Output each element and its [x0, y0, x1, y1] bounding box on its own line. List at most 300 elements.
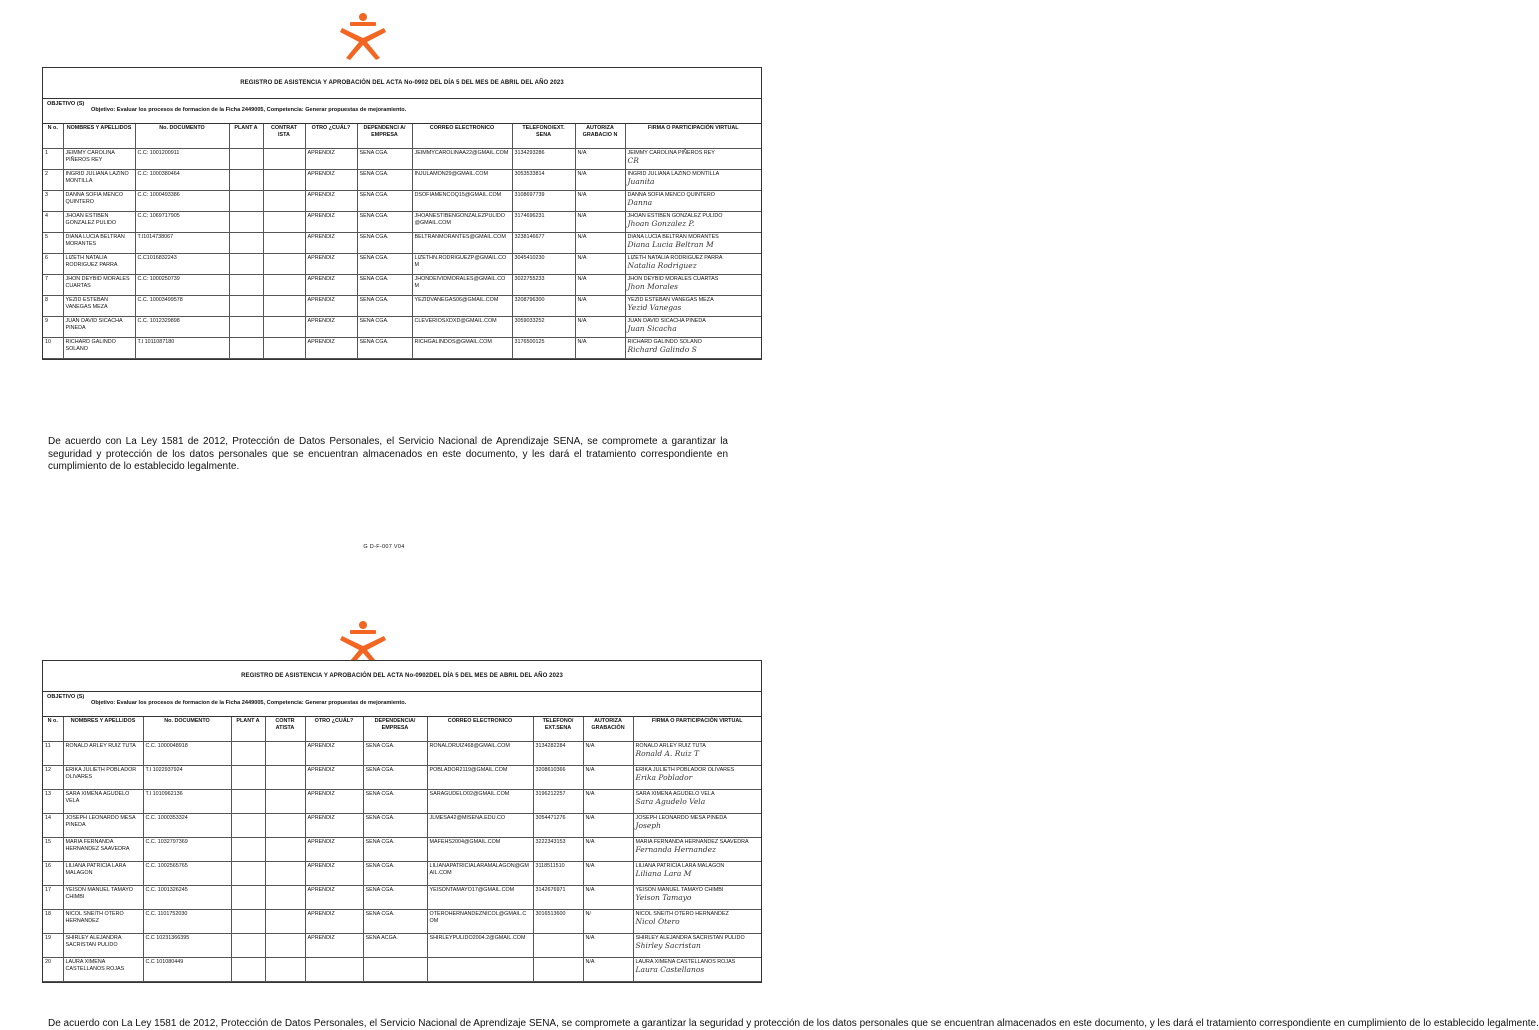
- objective-row: [43, 99, 761, 124]
- cell-telefono: 3208610366: [533, 766, 583, 790]
- cell-otro: APRENDIZ: [305, 254, 357, 275]
- cell-autoriza: N/A: [583, 790, 633, 814]
- handwritten-signature: Fernanda Hernandez: [635, 844, 716, 854]
- cell-telefono: 3053533814: [512, 170, 575, 191]
- table-row: [43, 254, 761, 275]
- cell-signature: [633, 910, 761, 934]
- cell-planta: [231, 790, 265, 814]
- cell-signature: [625, 191, 761, 212]
- handwritten-signature: Shirley Sacristan: [635, 940, 701, 950]
- cell-planta: [231, 958, 265, 982]
- cell-otro: APRENDIZ: [305, 212, 357, 233]
- column-header: PLANT A: [229, 124, 263, 149]
- cell-number: 5: [43, 233, 63, 254]
- cell-signature: [633, 886, 761, 910]
- cell-dependencia: SENA CGA.: [363, 862, 427, 886]
- cell-name: YEISON MANUEL TAMAYO CHIMBI: [63, 886, 143, 910]
- form-code: G D-F-007 V04: [363, 544, 405, 550]
- cell-planta: [229, 338, 263, 359]
- cell-document: C.C: 1000250739: [135, 275, 229, 296]
- cell-email: LIZETHN.RODRIGUEZP@GMAIL.COM: [412, 254, 512, 275]
- cell-contratista: [265, 862, 305, 886]
- table-row: [43, 170, 761, 191]
- cell-name: LAURA XIMENA CASTELLANOS ROJAS: [63, 958, 143, 982]
- cell-number: 12: [43, 766, 63, 790]
- cell-name: MARIA FERNANDA HERNANDEZ SAAVEDRA: [63, 838, 143, 862]
- table-row: [43, 275, 761, 296]
- cell-telefono: 3118511510: [533, 862, 583, 886]
- cell-autoriza: N/A: [583, 862, 633, 886]
- cell-telefono: 3174696231: [512, 212, 575, 233]
- cell-dependencia: SENA CGA.: [357, 296, 412, 317]
- cell-dependencia: SENA CGA.: [363, 742, 427, 766]
- table-row: [43, 934, 761, 958]
- cell-autoriza: N/A: [575, 191, 625, 212]
- cell-otro: APRENDIZ: [305, 338, 357, 359]
- signature-printed-name: LIZETH NATALIA RODRIGUEZ PARRA: [627, 255, 723, 261]
- attendance-table: [43, 717, 761, 982]
- cell-telefono: 3016513600: [533, 910, 583, 934]
- cell-name: NICOL SNEITH OTERO HERNANDEZ: [63, 910, 143, 934]
- cell-email: OTEROHERNANDEZNICOL@GMAIL.COM: [427, 910, 533, 934]
- cell-number: 16: [43, 862, 63, 886]
- cell-email: JLMESA42@MISENA.EDU.CO: [427, 814, 533, 838]
- cell-planta: [231, 742, 265, 766]
- cell-otro: APRENDIZ: [305, 934, 363, 958]
- cell-telefono: 3134282284: [533, 742, 583, 766]
- cell-signature: [625, 275, 761, 296]
- cell-contratista: [265, 766, 305, 790]
- cell-otro: APRENDIZ: [305, 790, 363, 814]
- column-header: AUTORIZA GRABACIO N: [575, 124, 625, 149]
- cell-document: C.C: 1000380464: [135, 170, 229, 191]
- cell-contratista: [263, 170, 305, 191]
- cell-signature: [633, 766, 761, 790]
- cell-email: SARAGUDELO02@GMAIL.COM: [427, 790, 533, 814]
- cell-dependencia: SENA CGA.: [357, 338, 412, 359]
- table-body: [43, 149, 761, 359]
- table-row: [43, 958, 761, 982]
- cell-otro: APRENDIZ: [305, 886, 363, 910]
- cell-dependencia: SENA CGA.: [363, 910, 427, 934]
- column-header: OTRO ¿CUÁL?: [305, 717, 363, 742]
- cell-contratista: [263, 191, 305, 212]
- cell-otro: APRENDIZ: [305, 275, 357, 296]
- cell-email: POBLADOR2119@GMAIL.COM: [427, 766, 533, 790]
- cell-contratista: [263, 296, 305, 317]
- cell-contratista: [263, 338, 305, 359]
- cell-email: BELTRANMORANTES@GMAIL.COM: [412, 233, 512, 254]
- cell-otro: APRENDIZ: [305, 170, 357, 191]
- column-header: CONTRAT ISTA: [263, 124, 305, 149]
- cell-email: CLEVERIOSXDXD@GMAIL.COM: [412, 317, 512, 338]
- table-row: [43, 212, 761, 233]
- cell-signature: [633, 814, 761, 838]
- handwritten-signature: Jhon Morales: [627, 281, 679, 291]
- signature-printed-name: JHON DEYBID MORALES CUARTAS: [627, 276, 719, 282]
- signature-printed-name: SARA XIMENA AGUDELO VELA: [635, 791, 715, 797]
- sheet-title: REGISTRO DE ASISTENCIA Y APROBACIÓN DEL ACTA No-0902DEL DÍA 5 DEL MES DE ABRIL DEL AÑO 2023: [43, 661, 761, 692]
- signature-printed-name: NICOL SNEITH OTERO HERNANDEZ: [635, 911, 729, 917]
- cell-dependencia: SENA CGA.: [357, 275, 412, 296]
- cell-document: C.C. 1012329898: [135, 317, 229, 338]
- cell-document: C.C. 1101752030: [143, 910, 231, 934]
- cell-autoriza: N/A: [575, 338, 625, 359]
- cell-planta: [231, 934, 265, 958]
- handwritten-signature: CR: [627, 155, 639, 165]
- cell-otro: APRENDIZ: [305, 814, 363, 838]
- column-header: N o.: [43, 717, 63, 742]
- cell-signature: [625, 149, 761, 170]
- table-row: [43, 191, 761, 212]
- column-header: OTRO ¿CUÁL?: [305, 124, 357, 149]
- cell-autoriza: N/A: [583, 814, 633, 838]
- cell-number: 19: [43, 934, 63, 958]
- attendance-page-2: [0, 610, 1539, 1029]
- cell-document: C.C 101080449: [143, 958, 231, 982]
- handwritten-signature: Sara Agudelo Vela: [635, 796, 706, 806]
- cell-contratista: [265, 742, 305, 766]
- column-header: PLANT A: [231, 717, 265, 742]
- cell-autoriza: N/A: [575, 296, 625, 317]
- cell-document: C.C: 1001200911: [135, 149, 229, 170]
- cell-contratista: [263, 254, 305, 275]
- sheet-title: REGISTRO DE ASISTENCIA Y APROBACIÓN DEL ACTA No-0902 DEL DÍA 5 DEL MES DE ABRIL DEL AÑO 2023: [43, 68, 761, 99]
- cell-number: 1: [43, 149, 63, 170]
- cell-planta: [229, 149, 263, 170]
- cell-document: C.C. 1001326245: [143, 886, 231, 910]
- cell-planta: [231, 814, 265, 838]
- signature-printed-name: SHIRLEY ALEJANDRA SACRISTAN PULIDO: [635, 935, 745, 941]
- cell-autoriza: N/A: [575, 212, 625, 233]
- cell-signature: [633, 742, 761, 766]
- handwritten-signature: Richard Galindo S: [627, 344, 697, 354]
- column-header: AUTORIZA GRABACIÓN: [583, 717, 633, 742]
- cell-name: RONALD ARLEY RUIZ TUTA: [63, 742, 143, 766]
- column-header: TELEFONO/ EXT.SENA: [533, 717, 583, 742]
- cell-signature: [625, 233, 761, 254]
- signature-printed-name: MARIA FERNANDA HERNANDEZ SAAVEDRA: [635, 839, 749, 845]
- cell-number: 20: [43, 958, 63, 982]
- objective-text: Objetivo: Evaluar los procesos de formacion de la Ficha 2449005, Competencia: Generar propuestas de mejoramiento.: [91, 700, 407, 706]
- column-header: CONTR ATISTA: [265, 717, 305, 742]
- cell-signature: [625, 338, 761, 359]
- table-row: [43, 862, 761, 886]
- table-row: [43, 233, 761, 254]
- column-header: FIRMA O PARTICIPACIÓN VIRTUAL: [633, 717, 761, 742]
- cell-telefono: 3208796300: [512, 296, 575, 317]
- cell-telefono: 3022755233: [512, 275, 575, 296]
- table-row: [43, 766, 761, 790]
- handwritten-signature: Diana Lucia Beltran M: [627, 239, 714, 249]
- cell-contratista: [263, 317, 305, 338]
- table-row: [43, 814, 761, 838]
- cell-autoriza: N/A: [575, 170, 625, 191]
- cell-otro: APRENDIZ: [305, 742, 363, 766]
- cell-planta: [229, 191, 263, 212]
- cell-autoriza: N/A: [583, 886, 633, 910]
- cell-document: T.I 1022937924: [143, 766, 231, 790]
- cell-name: SARA XIMENA AGUDELO VELA: [63, 790, 143, 814]
- cell-planta: [229, 296, 263, 317]
- cell-autoriza: N/A: [583, 766, 633, 790]
- cell-email: SHIRLEYPULIDO2004.2@GMAIL.COM: [427, 934, 533, 958]
- signature-printed-name: RONALD ARLEY RUIZ TUTA: [635, 743, 706, 749]
- sena-logo-graphic: [332, 12, 394, 62]
- cell-name: YEZID ESTEBAN VANEGAS MEZA: [63, 296, 135, 317]
- cell-planta: [231, 862, 265, 886]
- cell-planta: [229, 275, 263, 296]
- cell-document: C.C. 1032797369: [143, 838, 231, 862]
- column-header: CORREO ELECTRONICO: [412, 124, 512, 149]
- cell-dependencia: SENA CGA.: [363, 838, 427, 862]
- column-header: TELEFONO/EXT. SENA: [512, 124, 575, 149]
- cell-planta: [229, 317, 263, 338]
- cell-name: JEIMMY CAROLINA PIÑEROS REY: [63, 149, 135, 170]
- cell-signature: [625, 317, 761, 338]
- attendance-page-1: [0, 0, 768, 560]
- cell-autoriza: N/A: [575, 317, 625, 338]
- cell-planta: [229, 170, 263, 191]
- signature-printed-name: JEIMMY CAROLINA PIÑEROS REY: [627, 150, 715, 156]
- handwritten-signature: Liliana Lara M: [635, 868, 692, 878]
- cell-dependencia: SENA CGA.: [357, 149, 412, 170]
- cell-document: T.I1014738067: [135, 233, 229, 254]
- cell-document: C.C1016832243: [135, 254, 229, 275]
- cell-email: MAFEHS2004@GMAIL.COM: [427, 838, 533, 862]
- cell-dependencia: SENA CGA.: [357, 212, 412, 233]
- cell-signature: [633, 790, 761, 814]
- signature-printed-name: ERIKA JULIETH POBLADOR OLIVARES: [635, 767, 735, 773]
- cell-name: DANNA SOFIA MENCO QUINTERO: [63, 191, 135, 212]
- column-header: No. DOCUMENTO: [143, 717, 231, 742]
- column-header: FIRMA O PARTICIPACIÓN VIRTUAL: [625, 124, 761, 149]
- signature-printed-name: INGRID JULIANA LAZINO MONTILLA: [627, 171, 720, 177]
- cell-name: ERIKA JULIETH POBLADOR OLIVARES: [63, 766, 143, 790]
- table-row: [43, 742, 761, 766]
- cell-number: 10: [43, 338, 63, 359]
- cell-email: DSOFIAMENCOQ15@GMAIL.COM: [412, 191, 512, 212]
- objective-row: [43, 692, 761, 717]
- cell-email: JHOANESTIBENGONZALEZPULIDO@GMAIL.COM: [412, 212, 512, 233]
- objective-text: Objetivo: Evaluar los procesos de formacion de la Ficha 2449005, Competencia: Generar propuestas de mejoramiento.: [91, 107, 407, 113]
- cell-number: 9: [43, 317, 63, 338]
- table-row: [43, 838, 761, 862]
- cell-dependencia: SENA CGA.: [357, 254, 412, 275]
- cell-dependencia: SENA CGA.: [357, 233, 412, 254]
- cell-name: JHOAN ESTIBEN GONZALEZ PULIDO: [63, 212, 135, 233]
- objective-label: OBJETIVO (S): [47, 101, 85, 107]
- cell-telefono: 3142676971: [533, 886, 583, 910]
- cell-otro: APRENDIZ: [305, 838, 363, 862]
- column-header: CORREO ELECTRONICO: [427, 717, 533, 742]
- cell-number: 15: [43, 838, 63, 862]
- cell-dependencia: SENA CGA.: [357, 191, 412, 212]
- cell-telefono: 3054471276: [533, 814, 583, 838]
- table-row: [43, 886, 761, 910]
- cell-contratista: [263, 233, 305, 254]
- signature-printed-name: JHOAN ESTIBEN GONZALEZ PULIDO: [627, 213, 723, 219]
- handwritten-signature: Danna: [627, 197, 653, 207]
- column-header: No. DOCUMENTO: [135, 124, 229, 149]
- cell-dependencia: SENA CGA.: [357, 170, 412, 191]
- cell-otro: [305, 958, 363, 982]
- cell-name: JHON DEYBID MORALES CUARTAS: [63, 275, 135, 296]
- cell-planta: [229, 254, 263, 275]
- cell-signature: [625, 170, 761, 191]
- cell-otro: APRENDIZ: [305, 191, 357, 212]
- column-header: DEPENDENCIA/ EMPRESA: [363, 717, 427, 742]
- table-row: [43, 149, 761, 170]
- cell-signature: [633, 862, 761, 886]
- cell-dependencia: SENA ACGA.: [363, 934, 427, 958]
- cell-autoriza: N/A: [583, 742, 633, 766]
- cell-name: JOSEPH LEONARDO MESA PINEDA: [63, 814, 143, 838]
- cell-email: JEIMMYCAROLINAA22@GMAIL.COM: [412, 149, 512, 170]
- cell-email: [427, 958, 533, 982]
- cell-document: C.C. 1000353324: [143, 814, 231, 838]
- cell-dependencia: SENA CGA.: [363, 814, 427, 838]
- column-header: NOMBRES Y APELLIDOS: [63, 124, 135, 149]
- cell-document: C.C. 1000048918: [143, 742, 231, 766]
- cell-autoriza: N/A: [575, 254, 625, 275]
- handwritten-signature: Yezid Vanegas: [627, 302, 682, 312]
- cell-signature: [625, 212, 761, 233]
- cell-planta: [231, 838, 265, 862]
- table-header-row: [43, 717, 761, 742]
- table-body: [43, 742, 761, 982]
- cell-document: T.I 1010962136: [143, 790, 231, 814]
- cell-email: YEZIDVANEGAS06@GMAIL.COM: [412, 296, 512, 317]
- cell-number: 17: [43, 886, 63, 910]
- cell-telefono: [533, 958, 583, 982]
- cell-telefono: [533, 934, 583, 958]
- cell-telefono: 3196212257: [533, 790, 583, 814]
- cell-dependencia: SENA CGA.: [363, 790, 427, 814]
- handwritten-signature: Laura Castellanos: [635, 964, 705, 974]
- cell-otro: APRENDIZ: [305, 149, 357, 170]
- cell-email: RICHGALINDOS@GMAIL.COM: [412, 338, 512, 359]
- cell-number: 13: [43, 790, 63, 814]
- cell-autoriza: N/A: [583, 838, 633, 862]
- cell-autoriza: N/A: [575, 149, 625, 170]
- handwritten-signature: Juan Sicacha: [627, 323, 677, 333]
- cell-document: T.I 1011087180: [135, 338, 229, 359]
- handwritten-signature: Natalia Rodriguez: [627, 260, 697, 270]
- handwritten-signature: Ronald A. Ruiz T: [635, 748, 699, 758]
- cell-contratista: [265, 958, 305, 982]
- attendance-sheet: [42, 67, 762, 360]
- cell-number: 6: [43, 254, 63, 275]
- signature-printed-name: LAURA XIMENA CASTELLANOS ROJAS: [635, 959, 736, 965]
- cell-telefono: 3238146677: [512, 233, 575, 254]
- cell-email: INJULAMON29@GMAIL.COM: [412, 170, 512, 191]
- cell-name: DIANA LUCIA BELTRAN MORANTES: [63, 233, 135, 254]
- attendance-sheet: [42, 660, 762, 983]
- cell-planta: [229, 212, 263, 233]
- cell-number: 4: [43, 212, 63, 233]
- cell-document: C.C: 1000493386: [135, 191, 229, 212]
- cell-planta: [231, 910, 265, 934]
- cell-email: LILIANAPATRICIALARAMALAGON@GMAIL.COM: [427, 862, 533, 886]
- handwritten-signature: Nicol Otero: [635, 916, 680, 926]
- cell-autoriza: N/A: [583, 958, 633, 982]
- cell-name: RICHARD GALINDO SOLANO: [63, 338, 135, 359]
- cell-otro: APRENDIZ: [305, 766, 363, 790]
- column-header: N o.: [43, 124, 63, 149]
- cell-autoriza: N/A: [583, 934, 633, 958]
- table-row: [43, 317, 761, 338]
- cell-signature: [625, 296, 761, 317]
- handwritten-signature: Yeison Tamayo: [635, 892, 692, 902]
- cell-dependencia: SENA CGA.: [363, 766, 427, 790]
- cell-name: LILIANA PATRICIA LARA MALAGON: [63, 862, 143, 886]
- column-header: DEPENDENCI A/ EMPRESA: [357, 124, 412, 149]
- cell-signature: [633, 958, 761, 982]
- cell-number: 11: [43, 742, 63, 766]
- cell-contratista: [265, 790, 305, 814]
- legal-notice: De acuerdo con La Ley 1581 de 2012, Protección de Datos Personales, el Servicio Nacional de Aprendizaje SENA, se compromete a garantizar la seguridad y protección de los datos personales que se encuentran almacenados en este documento, y les dará el tratamiento correspondiente en cumplimiento de lo establecido legalmente.: [48, 1018, 1539, 1029]
- cell-signature: [633, 838, 761, 862]
- legal-notice: De acuerdo con La Ley 1581 de 2012, Protección de Datos Personales, el Servicio Nacional de Aprendizaje SENA, se compromete a garantizar la seguridad y protección de los datos personales que se encuentran almacenados en este documento, y les dará el tratamiento correspondiente en cumplimiento de lo establecido legalmente.: [48, 436, 728, 473]
- cell-otro: APRENDIZ: [305, 317, 357, 338]
- cell-number: 7: [43, 275, 63, 296]
- cell-contratista: [265, 814, 305, 838]
- cell-planta: [231, 766, 265, 790]
- cell-document: C.C: 1069717905: [135, 212, 229, 233]
- signature-printed-name: YEZID ESTEBAN VANEGAS MEZA: [627, 297, 714, 303]
- column-header: NOMBRES Y APELLIDOS: [63, 717, 143, 742]
- cell-planta: [231, 886, 265, 910]
- cell-document: C.C. 10003499578: [135, 296, 229, 317]
- handwritten-signature: Juanita: [627, 176, 655, 186]
- table-row: [43, 910, 761, 934]
- cell-autoriza: N/A: [575, 275, 625, 296]
- cell-email: YEISONTAMAYO17@GMAIL.COM: [427, 886, 533, 910]
- handwritten-signature: Erika Poblador: [635, 772, 693, 782]
- signature-printed-name: RICHARD GALINDO SOLANO: [627, 339, 702, 345]
- cell-number: 3: [43, 191, 63, 212]
- handwritten-signature: Joseph: [635, 820, 661, 830]
- cell-telefono: 3176500125: [512, 338, 575, 359]
- cell-otro: APRENDIZ: [305, 910, 363, 934]
- cell-email: RONALDRUIZ468@GMAIL.COM: [427, 742, 533, 766]
- cell-otro: APRENDIZ: [305, 296, 357, 317]
- signature-printed-name: YEISON MANUEL TAMAYO CHIMBI: [635, 887, 724, 893]
- cell-number: 8: [43, 296, 63, 317]
- signature-printed-name: DIANA LUCIA BELTRAN MORANTES: [627, 234, 719, 240]
- cell-name: JUAN DAVID SICACHA PINEDA: [63, 317, 135, 338]
- cell-dependencia: SENA CGA.: [363, 886, 427, 910]
- cell-telefono: 3108697739: [512, 191, 575, 212]
- cell-contratista: [263, 275, 305, 296]
- cell-contratista: [265, 934, 305, 958]
- cell-telefono: 3045410230: [512, 254, 575, 275]
- cell-autoriza: N/: [583, 910, 633, 934]
- table-header-row: [43, 124, 761, 149]
- signature-printed-name: LILIANA PATRICIA LARA MALAGON: [635, 863, 725, 869]
- cell-otro: APRENDIZ: [305, 862, 363, 886]
- sena-logo-icon: [332, 12, 394, 62]
- cell-contratista: [263, 212, 305, 233]
- cell-signature: [633, 934, 761, 958]
- cell-contratista: [265, 838, 305, 862]
- cell-contratista: [265, 910, 305, 934]
- table-row: [43, 790, 761, 814]
- table-row: [43, 296, 761, 317]
- handwritten-signature: Jhoan Gonzalez P.: [627, 218, 695, 228]
- cell-signature: [625, 254, 761, 275]
